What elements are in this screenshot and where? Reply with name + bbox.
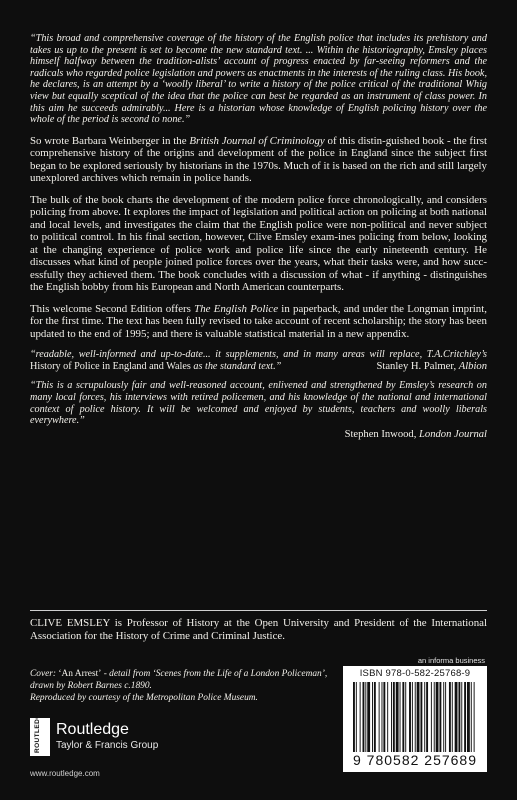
edition-paragraph	[30, 303, 487, 341]
journal-title: British Journal of Criminology	[189, 134, 325, 147]
intro-text-after: of this distin-guished book - the first comprehensive history of the origins and development of the police in England since the subject first began to be explored seriously by historians in the 1970s. Much of it is based on the rich and still largely unexplored archives which remain in police hands.	[30, 134, 487, 185]
barcode-panel	[343, 666, 487, 772]
cover-credit-middle: - detail from ‘Scenes from the Life of a London Policeman’, drawn by Robert Barnes c.1890.	[30, 669, 328, 691]
book-title: The English Police	[194, 302, 279, 315]
routledge-logo-icon	[30, 708, 50, 756]
intro-paragraph	[30, 135, 487, 185]
divider-rule	[30, 610, 487, 611]
intro-text-before: So wrote Barbara Weinberger in the	[30, 134, 190, 147]
edition-text-before: This welcome Second Edition offers	[30, 302, 195, 315]
barcode-bars	[351, 682, 479, 752]
cover-credit	[30, 668, 330, 704]
palmer-source: Albion	[458, 360, 487, 372]
author-bio: CLIVE EMSLEY is Professor of History at the Open University and President of the International Association for the History of Crime and Criminal Justice.	[30, 617, 487, 642]
palmer-quote-part1: “readable, well-informed and up-to-date... it supplements, and in many areas will replace, T.A.Critchley’s	[30, 349, 487, 361]
weinberger-review-quote: “This broad and comprehensive coverage of the history of the English police that includes its prehistory and takes us up to the present is set to become the new standard text. ... Within the historiography, Emsley places himself halfway between the tradition-alists’ account of progress enacted by far-seeing reformers and the radicals who regarded police legislation and powers as enactments in the interests of the ruling class. His book, he declares, is an attempt by a ‘woolly liberal’ to write a history of the police critical of the traditional Whig view but equally sceptical of the idea that the police can best be regarded as an instrument of class power. In this aim he succeeds admirably... Here is a historian whose knowledge of English policing history over the whole of the period is second to none.”	[30, 33, 487, 126]
inwood-quote: “This is a scrupulously fair and well-reasoned account, enlivened and strengthened by Emsley’s research on many local forces, his interviews with retired policemen, and his knowledge of the national and international context of police history. It will be welcomed and enjoyed by students, teachers and woolly liberals everywhere.”	[30, 380, 487, 427]
cover-credit-line2: Reproduced by courtesy of the Metropolitan Police Museum.	[30, 693, 258, 703]
critchley-book-title: History of Police in England and Wales	[30, 360, 191, 372]
logo-stripe-text: ROUTLEDGE	[34, 708, 41, 753]
inwood-author: Stephen Inwood,	[344, 428, 420, 440]
blurb-column	[30, 33, 487, 449]
inwood-source: London Journal	[419, 428, 487, 440]
book-summary-paragraph: The bulk of the book charts the development of the modern police force chronologically, and considers policing from above. It explores the impact of legislation and political action on policing at both national and local levels, and investigates the claim that the English police were non-political and never subject to political control. In his final section, however, Clive Emsley exam-ines policing from below, looking at the changing experience of police work and police life since the early nineteenth century. He discusses what kind of people joined police forces over the years, what their tasks were, and how succ-essfully they achieved them. The book concludes with a discussion of what - if anything - distinguishes the English bobby from his European and North American counterparts.	[30, 193, 487, 294]
informa-tagline: an informa business	[417, 656, 485, 665]
cover-credit-prefix: Cover:	[30, 669, 59, 679]
palmer-author: Stanley H. Palmer,	[376, 360, 459, 372]
edition-text-after: in paperback, and under the Longman imprint, for the first time. The text has been fully revised to take account of recent scholarship; the story has been updated to the end of 1995; and there is valuable statistical material in a new appendix.	[30, 302, 487, 340]
publisher-name: Routledge	[56, 721, 129, 738]
palmer-attribution	[376, 361, 487, 373]
palmer-quote-part2: as the standard text.”	[190, 360, 282, 372]
publisher-group: Taylor & Francis Group	[56, 740, 159, 751]
isbn-label: ISBN 978-0-582-25768-9	[359, 668, 471, 679]
barcode-number: 9 780582 257689	[353, 752, 477, 768]
inwood-attribution	[30, 429, 487, 441]
cover-artwork-title: ‘An Arrest’	[58, 669, 102, 679]
palmer-quote	[30, 349, 487, 372]
publisher-url[interactable]: www.routledge.com	[30, 769, 100, 778]
